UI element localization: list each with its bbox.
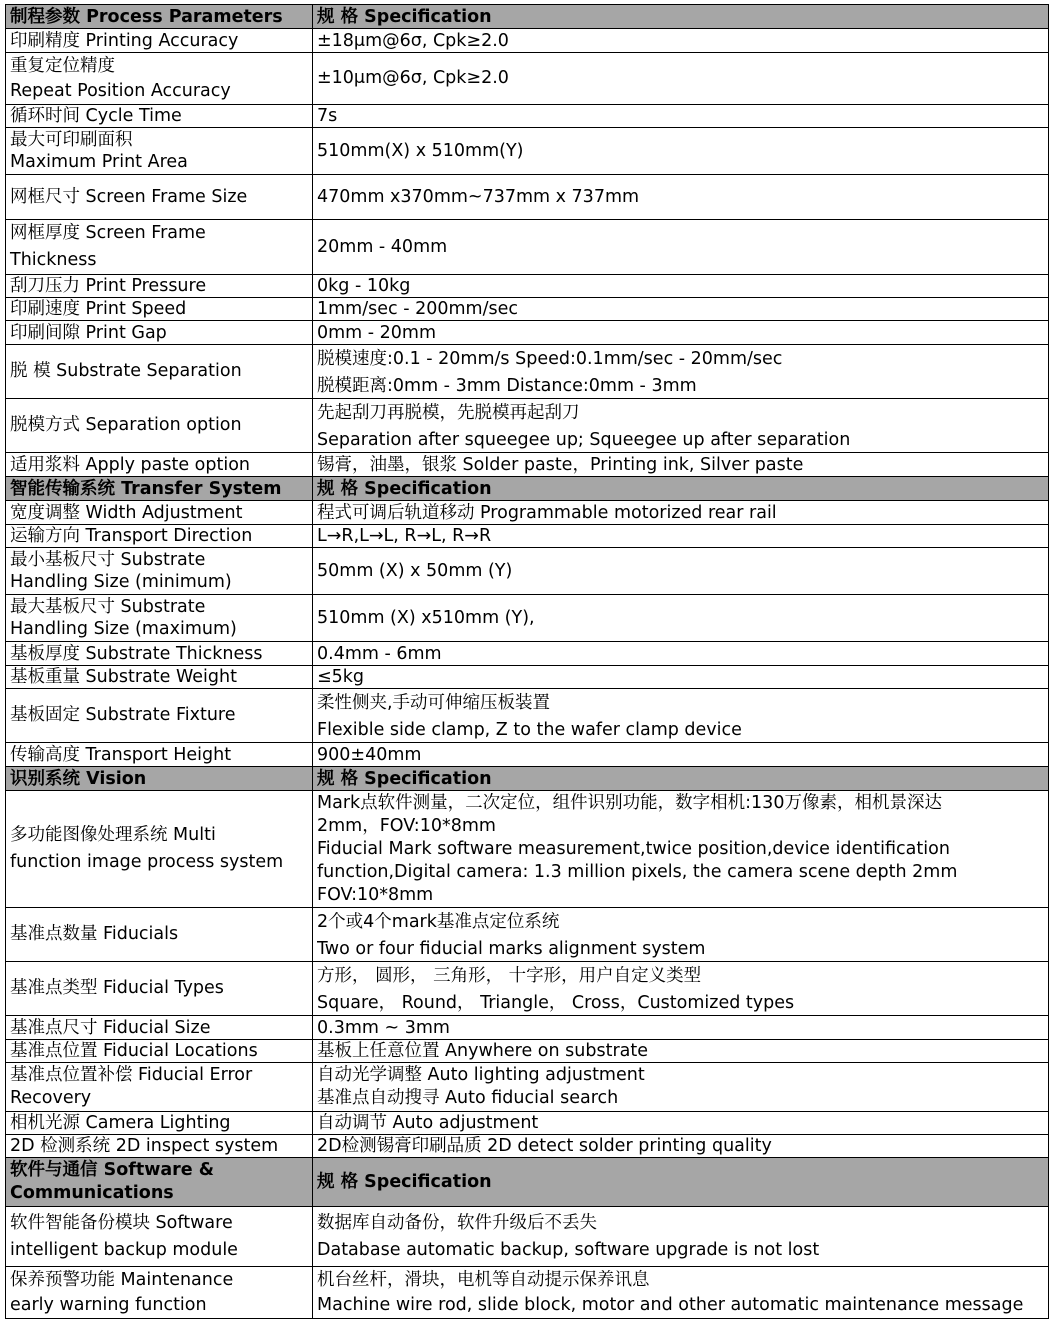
parameter-cell <box>6 525 313 548</box>
spec-cell-content <box>317 1268 1044 1318</box>
cell-text-line: 基板固定 Substrate Fixture <box>10 705 236 725</box>
parameter-cell <box>6 321 313 345</box>
cell-text-line: 20mm - 40mm <box>317 236 448 257</box>
parameter-cell <box>6 501 313 525</box>
table-row <box>6 298 1049 321</box>
cell-text-line: 基准点尺寸 Fiducial Size <box>10 1017 211 1038</box>
cell-text-line: 宽度调整 Width Adjustment <box>10 502 243 523</box>
spec-cell-content <box>317 792 1044 907</box>
table-row <box>6 1040 1049 1063</box>
cell-text-line: 方形， 圆形， 三角形， 十字形，用户自定义类型 <box>317 965 702 986</box>
spec-cell-content <box>317 322 1044 344</box>
cell-text-line: 适用浆料 Apply paste option <box>10 454 251 475</box>
parameter-cell <box>6 1267 313 1319</box>
table-row <box>6 1207 1049 1267</box>
spec-cell <box>313 666 1049 689</box>
spec-cell-content <box>317 276 1044 297</box>
table-row <box>6 666 1049 689</box>
spec-cell-content <box>317 138 1044 165</box>
spec-cell <box>313 1207 1049 1267</box>
cell-text-line: 自动光学调整 Auto lighting adjustment <box>317 1065 645 1085</box>
cell-text-line: 510mm(X) x 510mm(Y) <box>317 140 524 161</box>
cell-text-line: 0kg - 10kg <box>317 275 411 296</box>
parameter-cell <box>6 399 313 453</box>
section-title-text: 制程参数 Process Parameters <box>10 6 283 27</box>
cell-text-line: 基准点类型 Fiducial Types <box>10 978 224 998</box>
table-body <box>6 5 1049 1319</box>
table-row <box>6 1267 1049 1319</box>
spec-cell-content <box>317 1113 1044 1134</box>
parameter-cell <box>6 345 313 399</box>
cell-text-line: 运输方向 Transport Direction <box>10 525 253 546</box>
section-title-text: 识别系统 Vision <box>10 768 147 789</box>
section-title <box>6 477 313 501</box>
cell-text-line: 0.3mm ~ 3mm <box>317 1017 450 1038</box>
spec-cell <box>313 1135 1049 1158</box>
spec-cell <box>313 1267 1049 1319</box>
spec-cell <box>313 345 1049 399</box>
cell-text-line: Handling Size (minimum) <box>10 572 232 592</box>
cell-text-line: 50mm (X) x 50mm (Y) <box>317 560 513 581</box>
cell-text-line: 基准点位置 Fiducial Locations <box>10 1040 258 1061</box>
cell-text-line: Two or four fiducial marks alignment system <box>317 938 706 959</box>
cell-text-line: 印刷精度 Printing Accuracy <box>10 30 239 51</box>
cell-text-line: 印刷速度 Print Speed <box>10 298 187 319</box>
spec-cell <box>313 175 1049 220</box>
cell-text-line: 保养预警功能 Maintenance <box>10 1269 234 1290</box>
section-header-vision <box>6 767 1049 791</box>
cell-text-line: 机台丝杆，滑块，电机等自动提示保养讯息 <box>317 1269 650 1290</box>
cell-text-line: 基准点数量 Fiducials <box>10 924 179 944</box>
table-row <box>6 962 1049 1016</box>
spec-cell <box>313 595 1049 642</box>
spec-cell <box>313 743 1049 767</box>
table-row <box>6 345 1049 399</box>
table-row <box>6 175 1049 220</box>
table-row <box>6 595 1049 642</box>
spec-cell <box>313 525 1049 548</box>
table-row <box>6 525 1049 548</box>
cell-text-line: Mark点软件测量，二次定位，组件识别功能，数字相机:130万像素，相机景深达 <box>317 792 942 813</box>
spec-cell-content <box>317 234 1044 261</box>
cell-text-line: L→R,L→L, R→L, R→R <box>317 525 492 546</box>
table-row <box>6 220 1049 275</box>
cell-text-line: FOV:10*8mm <box>317 884 434 905</box>
section-header-process-parameters <box>6 5 1049 29</box>
cell-text-line: 900±40mm <box>317 744 422 765</box>
specification-table <box>5 4 1049 1319</box>
cell-text-line: 1mm/sec - 200mm/sec <box>317 298 518 319</box>
cell-text-line: ±18μm@6σ, Cpk≥2.0 <box>317 30 509 51</box>
parameter-cell <box>6 1016 313 1040</box>
table-row <box>6 642 1049 666</box>
parameter-cell <box>6 298 313 321</box>
cell-text-line: 2mm，FOV:10*8mm <box>317 815 496 836</box>
cell-text-line: Handling Size (maximum) <box>10 619 237 639</box>
cell-text-line: 基板上任意位置 Anywhere on substrate <box>317 1040 648 1061</box>
cell-text-line: 刮刀压力 Print Pressure <box>10 275 207 296</box>
table-row <box>6 128 1049 175</box>
table-row <box>6 791 1049 908</box>
table-row <box>6 105 1049 128</box>
spec-cell-content <box>317 1210 1044 1264</box>
spec-cell-content <box>317 184 1044 211</box>
table-row <box>6 548 1049 595</box>
cell-text-line: 先起刮刀再脱模，先脱模再起刮刀 <box>317 402 580 423</box>
cell-text-line: Thickness <box>10 250 97 270</box>
section-title <box>6 1158 313 1207</box>
parameter-cell <box>6 1135 313 1158</box>
parameter-cell <box>6 666 313 689</box>
spec-cell-content <box>317 744 1044 766</box>
cell-text-line: 印刷间隙 Print Gap <box>10 322 167 343</box>
cell-text-line: ±10μm@6σ, Cpk≥2.0 <box>317 68 509 88</box>
parameter-cell <box>6 29 313 53</box>
parameter-cell <box>6 105 313 128</box>
spec-cell <box>313 29 1049 53</box>
cell-text-line: 相机光源 Camera Lighting <box>10 1112 231 1133</box>
cell-text-line: Maximum Print Area <box>10 152 188 172</box>
spec-cell <box>313 105 1049 128</box>
cell-text-line: Separation after squeegee up; Squeegee up after separation <box>317 429 851 450</box>
parameter-cell <box>6 908 313 962</box>
table-row <box>6 743 1049 767</box>
cell-text-line: intelligent backup module <box>10 1239 238 1260</box>
cell-text-line: 0.4mm - 6mm <box>317 643 442 664</box>
parameter-cell <box>6 791 313 908</box>
cell-text-line: 软件智能备份模块 Software <box>10 1212 233 1233</box>
section-spec-heading: 规 格 Specification <box>313 1158 1049 1207</box>
section-header-software-communications <box>6 1158 1049 1207</box>
cell-text-line: 2D检测锡膏印刷品质 2D detect solder printing quality <box>317 1135 772 1156</box>
spec-cell <box>313 791 1049 908</box>
cell-text-line: function,Digital camera: 1.3 million pixels, the camera scene depth 2mm <box>317 861 958 882</box>
parameter-cell <box>6 595 313 642</box>
section-spec-heading: 规 格 Specification <box>313 767 1049 791</box>
table-row <box>6 501 1049 525</box>
spec-cell-content <box>317 502 1044 524</box>
spec-cell <box>313 501 1049 525</box>
cell-text-line: ≤5kg <box>317 666 365 687</box>
cell-text-line: Square， Round， Triangle， Cross，Customized types <box>317 992 795 1013</box>
parameter-cell <box>6 642 313 666</box>
spec-cell-content <box>317 30 1044 52</box>
cell-text-line: 锡膏，油墨，银浆 Solder paste，Printing ink, Silver paste <box>317 454 804 475</box>
table-row <box>6 1016 1049 1040</box>
spec-cell <box>313 53 1049 105</box>
spec-cell-content <box>317 1017 1044 1039</box>
cell-text-line: 程式可调后轨道移动 Programmable motorized rear rail <box>317 502 777 523</box>
table-row <box>6 321 1049 345</box>
spec-cell-content <box>317 605 1044 632</box>
parameter-cell <box>6 689 313 743</box>
spec-cell <box>313 298 1049 321</box>
cell-text-line: 数据库自动备份，软件升级后不丢失 <box>317 1212 597 1233</box>
cell-text-line: 2个或4个mark基准点定位系统 <box>317 911 560 932</box>
spec-cell <box>313 548 1049 595</box>
section-title-text: Communications <box>10 1183 174 1203</box>
cell-text-line: 网框尺寸 Screen Frame Size <box>10 186 248 207</box>
section-spec-heading: 规 格 Specification <box>313 5 1049 29</box>
cell-text-line: 470mm x370mm~737mm x 737mm <box>317 186 640 207</box>
table-row <box>6 399 1049 453</box>
spec-cell-content <box>317 454 1044 476</box>
spec-cell-content <box>317 346 1044 398</box>
table-row <box>6 908 1049 962</box>
parameter-cell <box>6 453 313 477</box>
spec-cell <box>313 642 1049 666</box>
spec-cell <box>313 962 1049 1016</box>
spec-cell <box>313 1040 1049 1063</box>
spec-cell-content <box>317 106 1044 127</box>
spec-cell <box>313 321 1049 345</box>
spec-cell-content <box>317 1041 1044 1062</box>
spec-cell-content <box>317 299 1044 320</box>
cell-text-line: 510mm (X) x510mm (Y), <box>317 607 535 628</box>
spec-cell-content <box>317 667 1044 688</box>
table-row <box>6 1063 1049 1112</box>
spec-cell-content <box>317 526 1044 547</box>
cell-text-line: 网框厚度 Screen Frame <box>10 223 206 243</box>
parameter-cell <box>6 128 313 175</box>
cell-text-line: Machine wire rod, slide block, motor and other automatic maintenance message <box>317 1294 1024 1315</box>
cell-text-line: Database automatic backup, software upgrade is not lost <box>317 1239 820 1260</box>
cell-text-line: 循环时间 Cycle Time <box>10 105 182 126</box>
table-row <box>6 453 1049 477</box>
parameter-cell <box>6 548 313 595</box>
table-row <box>6 275 1049 298</box>
spec-cell-content <box>317 400 1044 452</box>
parameter-cell <box>6 53 313 105</box>
cell-text-line: Flexible side clamp, Z to the wafer clamp device <box>317 719 742 740</box>
cell-text-line: 0mm - 20mm <box>317 322 437 343</box>
spec-cell <box>313 908 1049 962</box>
parameter-cell <box>6 1112 313 1135</box>
spec-cell <box>313 399 1049 453</box>
spec-cell-content <box>317 65 1044 92</box>
section-title-text: 智能传输系统 Transfer System <box>10 478 282 499</box>
cell-text-line: Recovery <box>10 1088 92 1108</box>
cell-text-line: 重复定位精度 <box>10 55 115 76</box>
table-row <box>6 29 1049 53</box>
cell-text-line: 基准点位置补偿 Fiducial Error <box>10 1065 253 1085</box>
spec-cell <box>313 128 1049 175</box>
spec-cell-content <box>317 909 1044 961</box>
spec-cell-content <box>317 1136 1044 1157</box>
cell-text-line: 脱模方式 Separation option <box>10 415 242 435</box>
cell-text-line: 2D 检测系统 2D inspect system <box>10 1135 279 1156</box>
spec-cell <box>313 220 1049 275</box>
cell-text-line: 脱 模 Substrate Separation <box>10 361 242 381</box>
section-header-transfer-system <box>6 477 1049 501</box>
cell-text-line: 最大基板尺寸 Substrate <box>10 597 206 617</box>
cell-text-line: 多功能图像处理系统 Multi <box>10 825 216 845</box>
parameter-cell <box>6 962 313 1016</box>
cell-text-line: 最大可印刷面积 <box>10 130 133 150</box>
section-title-text: 软件与通信 Software & <box>10 1160 215 1180</box>
cell-text-line: Fiducial Mark software measurement,twice position,device identification <box>317 838 950 859</box>
cell-text-line: 脱模速度:0.1 - 20mm/s Speed:0.1mm/sec - 20mm/sec <box>317 348 783 369</box>
spec-cell-content <box>317 558 1044 585</box>
cell-text-line: 基准点自动搜寻 Auto fiducial search <box>317 1088 619 1108</box>
spec-cell-content <box>317 690 1044 742</box>
spec-cell <box>313 275 1049 298</box>
section-title <box>6 767 313 791</box>
section-spec-heading: 规 格 Specification <box>313 477 1049 501</box>
table-row <box>6 1135 1049 1158</box>
table-row <box>6 689 1049 743</box>
spec-cell <box>313 1016 1049 1040</box>
section-title <box>6 5 313 29</box>
cell-text-line: Repeat Position Accuracy <box>10 80 231 101</box>
cell-text-line: 基板重量 Substrate Weight <box>10 666 237 687</box>
spec-cell <box>313 689 1049 743</box>
cell-text-line: 7s <box>317 105 338 126</box>
cell-text-line: 传输高度 Transport Height <box>10 744 232 765</box>
cell-text-line: 最小基板尺寸 Substrate <box>10 550 206 570</box>
spec-cell <box>313 1112 1049 1135</box>
spec-cell-content <box>317 1064 1044 1111</box>
parameter-cell <box>6 1207 313 1267</box>
spec-cell <box>313 453 1049 477</box>
cell-text-line: 自动调节 Auto adjustment <box>317 1112 539 1133</box>
spec-cell <box>313 1063 1049 1112</box>
cell-text-line: function image process system <box>10 852 284 872</box>
table-row <box>6 53 1049 105</box>
parameter-cell <box>6 1063 313 1112</box>
table-row <box>6 1112 1049 1135</box>
parameter-cell <box>6 743 313 767</box>
parameter-cell <box>6 275 313 298</box>
cell-text-line: 脱模距离:0mm - 3mm Distance:0mm - 3mm <box>317 375 697 396</box>
cell-text-line: early warning function <box>10 1294 207 1315</box>
parameter-cell <box>6 175 313 220</box>
cell-text-line: 柔性侧夹,手动可伸缩压板装置 <box>317 692 551 713</box>
parameter-cell <box>6 220 313 275</box>
cell-text-line: 基板厚度 Substrate Thickness <box>10 643 263 664</box>
spec-cell-content <box>317 643 1044 665</box>
spec-cell-content <box>317 963 1044 1015</box>
parameter-cell <box>6 1040 313 1063</box>
